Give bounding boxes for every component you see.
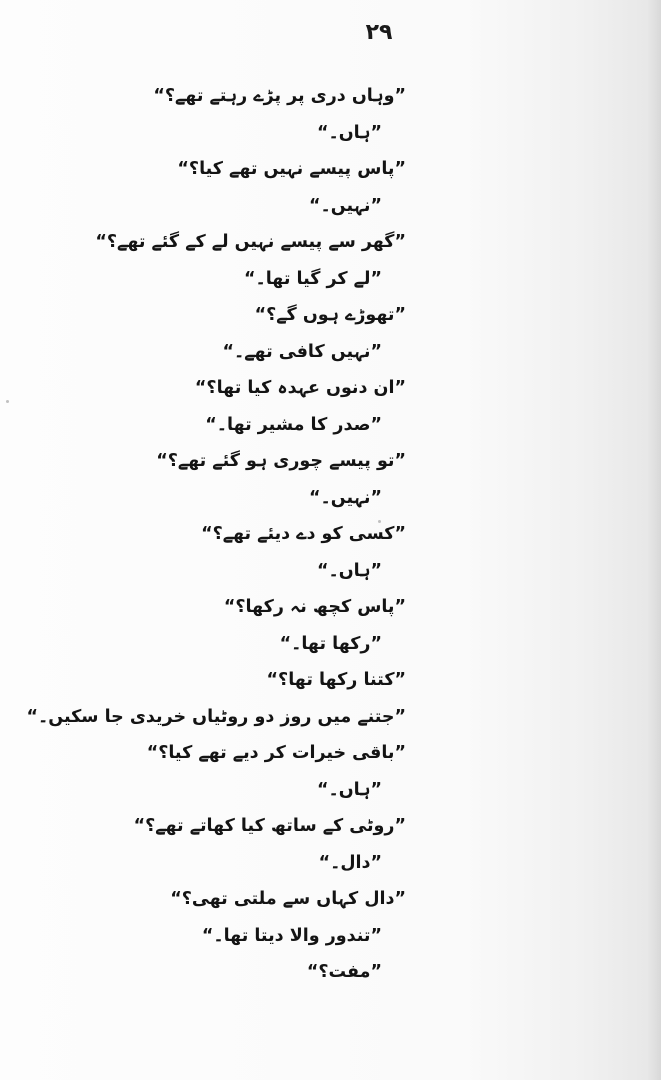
dialogue-answer: ”مفت؟“: [306, 962, 382, 982]
dialogue-answer: ”رکھا تھا۔“: [279, 633, 382, 654]
dialogue-question: ”باقی خیرات کر دیے تھے کیا؟“: [146, 743, 406, 763]
dialogue-question: ”پاس کچھ نہ رکھا؟“: [223, 597, 406, 617]
dialogue-question: ”وہاں دری پر پڑے رہتے تھے؟“: [153, 86, 406, 106]
page-edge-shadow: [647, 0, 661, 1080]
dialogue-question: ”تو پیسے چوری ہو گئے تھے؟“: [156, 451, 406, 471]
dialogue-answer: ”دال۔“: [318, 852, 382, 873]
dialogue-answer: ”نہیں۔“: [309, 195, 382, 216]
dialogue-answer: ”نہیں۔“: [309, 487, 382, 508]
dialogue-question: ”کسی کو دے دیئے تھے؟“: [201, 524, 406, 544]
dialogue-answer: ”ہاں۔“: [316, 560, 382, 581]
dialogue-question: ”کتنا رکھا تھا؟“: [266, 670, 406, 690]
dialogue-answer: ”لے کر گیا تھا۔“: [243, 268, 382, 289]
dialogue-question: ”ان دنوں عہدہ کیا تھا؟“: [194, 378, 406, 398]
dialogue-list: [26, 78, 406, 991]
dialogue-question: ”روٹی کے ساتھ کیا کھاتے تھے؟“: [133, 816, 406, 836]
dialogue-question: ”تھوڑے ہوں گے؟“: [254, 305, 406, 325]
dialogue-answer: ”نہیں کافی تھے۔“: [222, 341, 382, 362]
dialogue-question: ”دال کہاں سے ملتی تھی؟“: [170, 889, 406, 909]
dialogue-answer: ”ہاں۔“: [316, 779, 382, 800]
dialogue-answer: ”صدر کا مشیر تھا۔“: [205, 414, 382, 435]
paper-speck: [6, 400, 9, 403]
dialogue-question: ”جتنے میں روز دو روٹیاں خریدی جا سکیں۔“: [26, 706, 406, 727]
dialogue-answer: ”ہاں۔“: [316, 122, 382, 143]
dialogue-question: ”گھر سے پیسے نہیں لے کے گئے تھے؟“: [95, 232, 406, 252]
dialogue-answer: ”تندور والا دیتا تھا۔“: [201, 925, 382, 946]
page-number: ۲۹: [365, 20, 393, 45]
dialogue-question: ”پاس پیسے نہیں تھے کیا؟“: [177, 159, 406, 179]
